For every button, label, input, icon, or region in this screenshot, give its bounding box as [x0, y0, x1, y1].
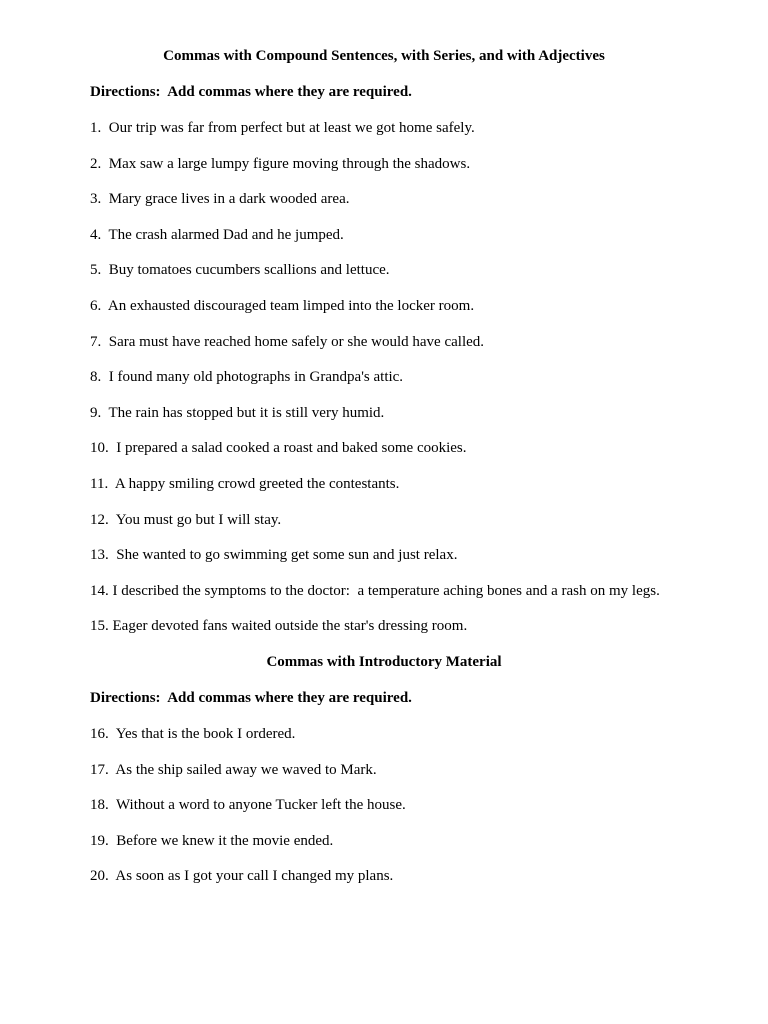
section2-title: Commas with Introductory Material [266, 653, 502, 670]
exercise-item: 15. Eager devoted fans waited outside the star's dressing room. [90, 618, 468, 635]
exercise-item: 8. I found many old photographs in Grandpa's attic. [90, 369, 404, 386]
exercise-item: 9. The rain has stopped but it is still very humid. [90, 404, 385, 421]
section1-title: Commas with Compound Sentences, with Series, and with Adjectives [163, 48, 605, 64]
exercise-item: 3. Mary grace lives in a dark wooded area. [90, 191, 350, 208]
exercise-item: 18. Without a word to anyone Tucker left the house. [90, 797, 406, 814]
exercise-item: 13. She wanted to go swimming get some sun and just relax. [90, 547, 458, 564]
exercise-item: 11. A happy smiling crowd greeted the contestants. [90, 475, 400, 492]
exercise-item: 5. Buy tomatoes cucumbers scallions and lettuce. [90, 262, 390, 279]
exercise-item: 17. As the ship sailed away we waved to Mark. [90, 761, 377, 778]
exercise-item: 7. Sara must have reached home safely or she would have called. [90, 333, 485, 350]
section1-directions: Directions: Add commas where they are required. [90, 84, 412, 100]
exercise-item: 1. Our trip was far from perfect but at least we got home safely. [90, 120, 475, 136]
exercise-item: 2. Max saw a large lumpy figure moving through the shadows. [90, 155, 471, 172]
exercise-item: 20. As soon as I got your call I changed my plans. [90, 868, 394, 885]
exercise-item: 14. I described the symptoms to the doctor: a temperature aching bones and a rash on my legs. [90, 582, 660, 599]
exercise-item: 12. You must go but I will stay. [90, 511, 282, 528]
exercise-item: 16. Yes that is the book I ordered. [90, 725, 296, 742]
exercise-item: 4. The crash alarmed Dad and he jumped. [90, 226, 344, 243]
exercise-item: 6. An exhausted discouraged team limped into the locker room. [90, 297, 475, 314]
section2-directions: Directions: Add commas where they are required. [90, 689, 412, 706]
exercise-item: 10. I prepared a salad cooked a roast and baked some cookies. [90, 440, 467, 457]
exercise-item: 19. Before we knew it the movie ended. [90, 832, 334, 849]
